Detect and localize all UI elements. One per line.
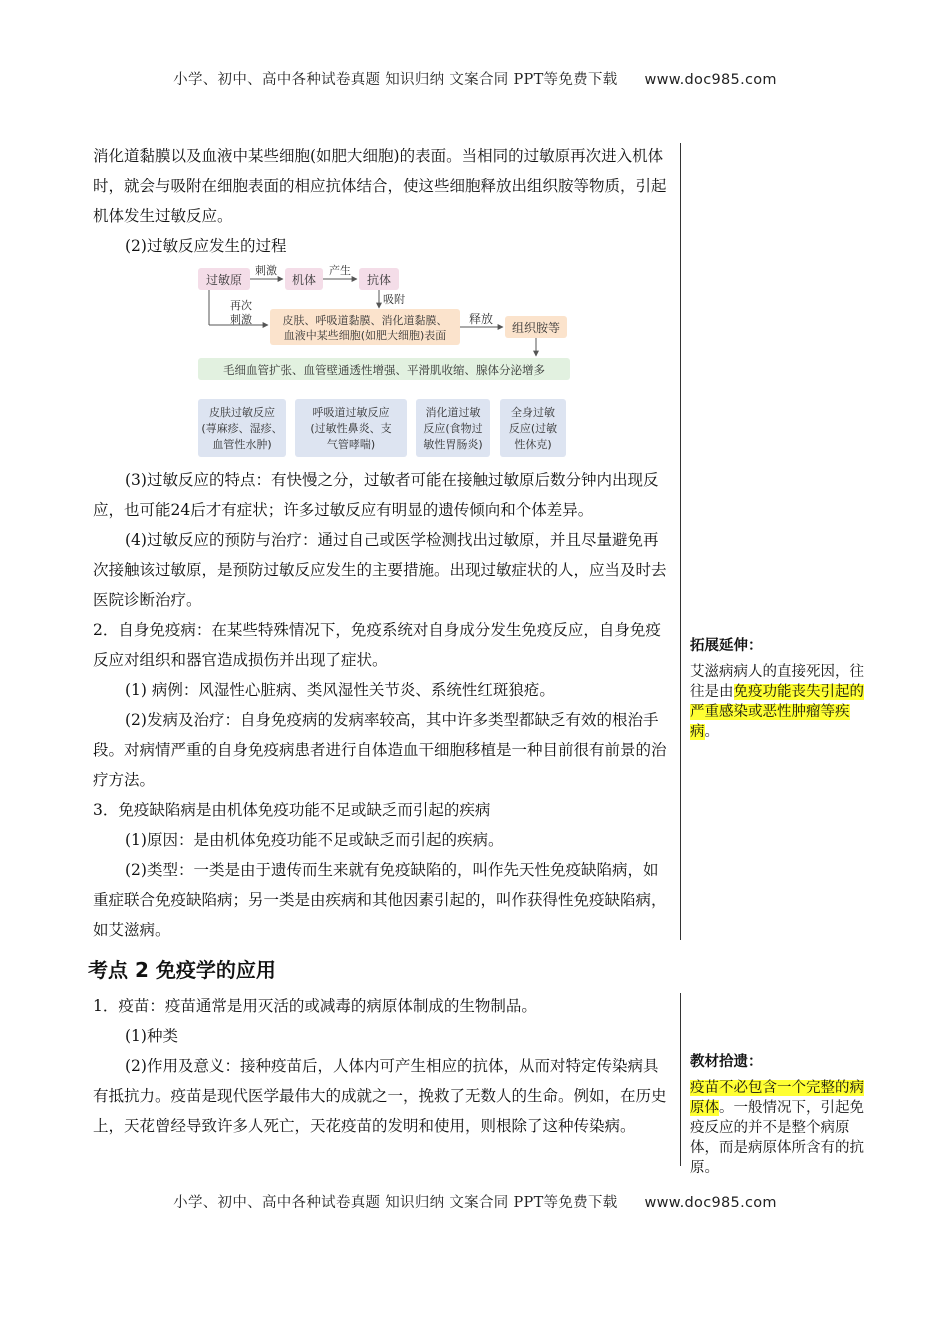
sidebar-text-plain: 艾滋病病人的直接死因，往往是由 [690,664,864,700]
reaction-skin-3: 血管性水肿) [212,438,272,451]
reaction-sys-2: 反应(过敏 [508,422,558,435]
cells-label-2: 血液中某些细胞(如肥大细胞)表面 [283,329,447,342]
page-footer [0,1191,950,1212]
header-url[interactable]: www.doc985.com [644,72,777,88]
sidebar-text-plain: 。 [704,724,719,740]
margin-divider-1 [680,143,681,940]
sidebar-textbook [690,1052,868,1178]
paragraph: 消化道黏膜以及血液中某些细胞(如肥大细胞)的表面。当相同的过敏原再次进入机体时，就会与吸附在细胞表面的相应抗体结合，使这些细胞释放出组织胺等物质，引起机体发生过敏反应。 [93,147,667,225]
reaction-dig-2: 反应(食物过 [423,422,483,435]
release-label: 释放 [468,312,494,326]
paragraph: 1．疫苗：疫苗通常是用灭活的或减毒的病原体制成的生物制品。 [93,997,537,1015]
cells-label-1: 皮肤、呼吸道黏膜、消化道黏膜、 [282,314,448,327]
reaction-resp-2: (过敏性鼻炎、支 [310,422,392,435]
reaction-resp-1: 呼吸道过敏反应 [312,406,390,419]
paragraph: 2．自身免疫病：在某些特殊情况下，免疫系统对自身成分发生免疫反应，自身免疫反应对组织和器官造成损伤并出现了症状。 [93,621,661,669]
adsorb-label: 吸附 [383,293,405,306]
antibody-label: 抗体 [366,273,392,287]
paragraph: (2)过敏反应发生的过程 [125,237,287,255]
footer-url[interactable]: www.doc985.com [644,1195,777,1211]
paragraph: (1)原因：是由机体免疫功能不足或缺乏而引起的疾病。 [125,831,504,849]
footer-text: 小学、初中、高中各种试卷真题 知识归纳 文案合同 PPT等免费下载 [173,1195,618,1211]
reaction-sys-1: 全身过敏 [511,406,555,419]
allergy-process-diagram [195,262,595,462]
body-label: 机体 [291,273,317,287]
paragraph: (2)发病及治疗：自身免疫病的发病率较高，其中许多类型都缺乏有效的根治手段。对病情严重的自身免疫病患者进行自体造血干细胞移植是一种目前很有前景的治疗方法。 [93,711,667,789]
section1-body [93,465,673,945]
effects-label: 毛细血管扩张、血管壁通透性增强、平滑肌收缩、腺体分泌增多 [223,363,545,377]
paragraph: (3)过敏反应的特点：有快慢之分，过敏者可能在接触过敏原后数分钟内出现反应，也可能24后才有症状；许多过敏反应有明显的遗传倾向和个体差异。 [93,471,659,519]
paragraph: (4)过敏反应的预防与治疗：通过自己或医学检测找出过敏原，并且尽量避免再次接触该过敏原，是预防过敏反应发生的主要措施。出现过敏症状的人，应当及时去医院诊断治疗。 [93,531,667,609]
again-label-1: 再次 [230,299,252,312]
margin-divider-2 [680,993,681,1166]
reaction-sys-3: 性休克) [514,438,552,451]
reaction-dig-3: 敏性胃肠炎) [423,438,483,451]
paragraph: 3．免疫缺陷病是由机体免疫功能不足或缺乏而引起的疾病 [93,801,491,819]
section2-body [93,991,673,1141]
produce-label: 产生 [329,264,351,277]
reaction-dig-1: 消化道过敏 [425,406,481,419]
sidebar-text [690,1078,868,1178]
sidebar-text [690,662,868,742]
allergen-label: 过敏原 [205,273,243,287]
histamine-label: 组织胺等 [511,321,561,335]
page-header [0,68,950,89]
header-text: 小学、初中、高中各种试卷真题 知识归纳 文案合同 PPT等免费下载 [173,72,618,88]
reaction-skin-1: 皮肤过敏反应 [209,406,275,419]
sidebar-title: 教材拾遗： [690,1054,763,1070]
sidebar-title: 拓展延伸： [690,638,763,654]
sidebar-highlight: 免疫功能丧失引起的严重感染或恶性肿瘤等疾病 [690,684,864,740]
paragraph: (1)种类 [125,1027,178,1045]
sidebar-highlight: 疫苗不必包含一个完整的病原体 [690,1080,864,1116]
sidebar-text-plain: 。一般情况下，引起免疫反应的并不是整个病原体，而是病原体所含有的抗原。 [690,1100,864,1176]
paragraph: (1) 病例：风湿性心脏病、类风湿性关节炎、系统性红斑狼疮。 [125,681,555,699]
reaction-skin-2: (荨麻疹、湿疹、 [201,422,283,435]
section1-top [93,141,673,261]
stimulate-label: 刺激 [255,264,277,277]
reaction-resp-3: 气管哮喘) [326,438,376,451]
section-heading: 考点 2 免疫学的应用 [88,958,276,982]
paragraph: (2)类型：一类是由于遗传而生来就有免疫缺陷的，叫作先天性免疫缺陷病，如重症联合免疫缺陷病；另一类是由疾病和其他因素引起的，叫作获得性免疫缺陷病，如艾滋病。 [93,861,667,939]
paragraph: (2)作用及意义：接种疫苗后，人体内可产生相应的抗体，从而对特定传染病具有抵抗力。疫苗是现代医学最伟大的成就之一，挽救了无数人的生命。例如，在历史上，天花曾经导致许多人死亡，天花疫苗的发明和使用，则根除了这种传染病。 [93,1057,667,1135]
sidebar-extension [690,636,868,742]
again-label-2: 刺激 [230,313,252,326]
